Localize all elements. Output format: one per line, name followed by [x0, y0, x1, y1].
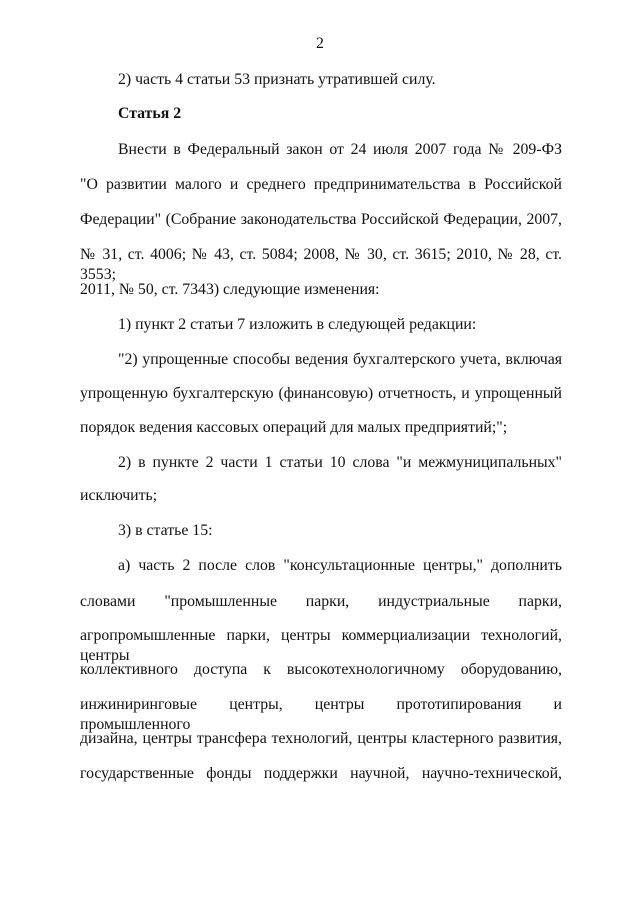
text-line: "2) упрощенные способы ведения бухгалтерского учета, включая	[118, 351, 562, 368]
text-line: дизайна, центры трансфера технологий, центры кластерного развития,	[80, 730, 562, 747]
text-line: "О развитии малого и среднего предпринимательства в Российской	[80, 176, 562, 193]
text-line: коллективного доступа к высокотехнологичному оборудованию,	[80, 661, 562, 678]
text-line: исключить;	[80, 487, 158, 504]
text-line: упрощенную бухгалтерскую (финансовую) отчетность, и упрощенный	[80, 385, 562, 402]
text-line: Внести в Федеральный закон от 24 июля 2007 года № 209-ФЗ	[118, 141, 562, 158]
text-line: порядок ведения кассовых операций для малых предприятий;";	[80, 419, 508, 436]
text-line: инжиниринговые центры, центры прототипирования и промышленного	[80, 696, 562, 733]
text-line: 2) в пункте 2 части 1 статьи 10 слова "и межмуниципальных"	[118, 454, 562, 471]
text-line: Федерации" (Собрание законодательства Российской Федерации, 2007,	[80, 211, 562, 228]
page-number: 2	[316, 35, 324, 52]
text-line: № 31, ст. 4006; № 43, ст. 5084; 2008, № 30, ст. 3615; 2010, № 28, ст. 3553;	[80, 246, 562, 283]
article-heading: Статья 2	[118, 105, 182, 122]
text-line: 2011, № 50, ст. 7343) следующие изменения:	[80, 281, 380, 298]
text-line: 2) часть 4 статьи 53 признать утратившей силу.	[118, 71, 436, 88]
text-line: агропромышленные парки, центры коммерциализации технологий, центры	[80, 627, 562, 664]
text-line: государственные фонды поддержки научной, научно-технической,	[80, 765, 562, 782]
text-line: словами "промышленные парки, индустриальные парки,	[80, 593, 562, 610]
text-line: 3) в статье 15:	[118, 522, 213, 539]
text-line: 1) пункт 2 статьи 7 изложить в следующей редакции:	[118, 316, 477, 333]
text-line: а) часть 2 после слов "консультационные центры," дополнить	[118, 557, 562, 574]
